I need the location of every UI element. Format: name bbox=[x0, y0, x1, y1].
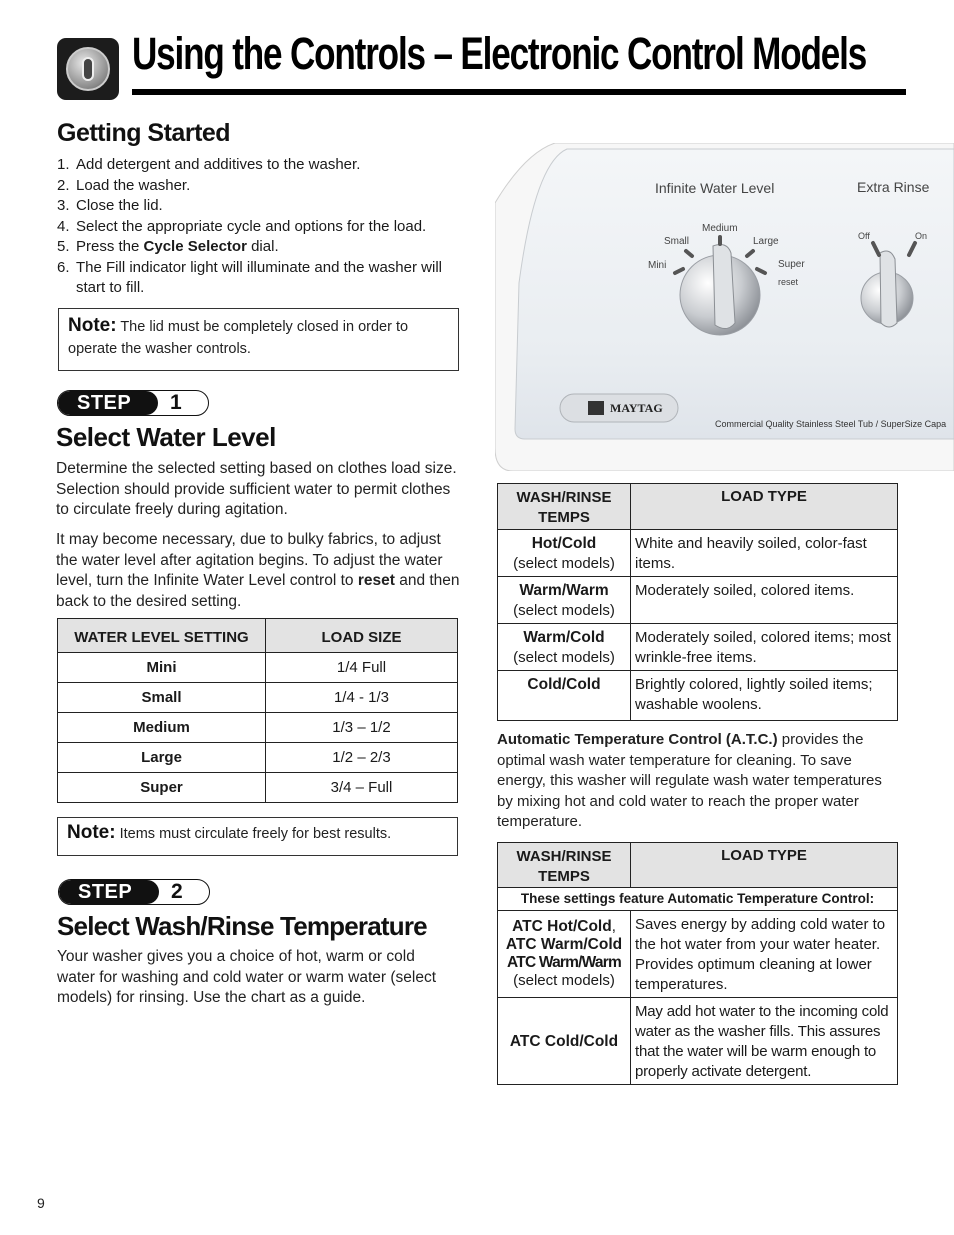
table-header: LOAD TYPE bbox=[631, 484, 898, 530]
dial-label-mini: Mini bbox=[648, 260, 667, 271]
getting-started-steps bbox=[57, 155, 467, 299]
list-item: 2. Load the washer. bbox=[57, 176, 191, 194]
lid-note: Note: The lid must be completely closed in order to operate the washer controls. bbox=[58, 308, 459, 371]
panel-tagline: Commercial Quality Stainless Steel Tub / SuperSize Capa bbox=[715, 419, 947, 429]
getting-started-heading: Getting Started bbox=[57, 119, 231, 147]
list-item: 6. The Fill indicator light will illuminate and the washer will start to fill. bbox=[57, 258, 442, 296]
water-level-table bbox=[57, 618, 458, 803]
rinse-label-off: Off bbox=[858, 231, 870, 241]
table-row: Warm/Warm (select models) Moderately soiled, colored items. bbox=[498, 577, 898, 624]
rinse-label-on: On bbox=[915, 231, 928, 241]
page-number: 9 bbox=[37, 1195, 45, 1211]
water-level-label: Infinite Water Level bbox=[655, 180, 775, 196]
table-row: ATC Hot/Cold, ATC Warm/Cold ATC Warm/Warm (select models) Saves energy by adding cold water to the hot water from your water heater. Provides optimum cleaning at lower temperatures. bbox=[498, 911, 898, 998]
water-level-paragraph-1: Determine the selected setting based on clothes load size. Selection should provide sufficient water to permit clothes to circulate freely during agitation. bbox=[56, 460, 457, 518]
atc-table bbox=[497, 842, 898, 1085]
list-item: 1. Add detergent and additives to the washer. bbox=[57, 156, 361, 173]
circulate-note: Note: Items must circulate freely for best results. bbox=[57, 817, 458, 856]
table-row: Super 3/4 – Full bbox=[58, 773, 458, 803]
list-item: 3. Close the lid. bbox=[57, 197, 163, 214]
table-subheader: These settings feature Automatic Temperature Control: bbox=[498, 888, 898, 911]
table-header: WASH/RINSE TEMPS bbox=[498, 484, 631, 530]
control-panel-illustration bbox=[495, 143, 954, 471]
step-2-badge: STEP 2 bbox=[58, 879, 210, 905]
washer-dial-icon bbox=[57, 38, 119, 100]
table-row: Medium 1/3 – 1/2 bbox=[58, 713, 458, 743]
table-row: Small 1/4 - 1/3 bbox=[58, 683, 458, 713]
dial-knob bbox=[82, 57, 94, 81]
table-row: Mini 1/4 Full bbox=[58, 653, 458, 683]
table-row: Cold/Cold Brightly colored, lightly soiled items; washable woolens. bbox=[498, 671, 898, 721]
step-1-badge: STEP 1 bbox=[57, 390, 209, 416]
table-header: WATER LEVEL SETTING bbox=[58, 619, 266, 653]
list-item: 5. Press the Cycle Selector dial. bbox=[57, 238, 279, 255]
water-level-paragraph-2: It may become necessary, due to bulky fabrics, to adjust the water level after agitation begins. To adjust the water level, turn the Infinite Water Level control to reset and then back to the desired setting. bbox=[56, 531, 460, 610]
table-header: WASH/RINSE TEMPS bbox=[498, 843, 631, 888]
brand-logo: MAYTAG bbox=[610, 401, 663, 415]
dial-label-medium: Medium bbox=[702, 223, 738, 234]
list-item: 4. Select the appropriate cycle and options for the load. bbox=[57, 217, 427, 235]
table-row: Warm/Cold (select models) Moderately soiled, colored items; most wrinkle-free items. bbox=[498, 624, 898, 671]
atc-paragraph: Automatic Temperature Control (A.T.C.) provides the optimal wash water temperature for cleaning. To save energy, this washer will regulate wash water temperatures by mixing hot and cold water to reach the proper water temperature. bbox=[497, 731, 882, 830]
title-rule bbox=[132, 89, 906, 95]
table-row: ATC Cold/Cold May add hot water to the incoming cold water as the washer fills. This assures that the water will be warm enough to properly activate detergent. bbox=[498, 998, 898, 1085]
temperature-table bbox=[497, 483, 898, 721]
dial-label-small: Small bbox=[664, 236, 690, 247]
select-water-level-heading: Select Water Level bbox=[56, 422, 276, 452]
temperature-paragraph: Your washer gives you a choice of hot, warm or cold water for washing and cold water or warm water (select models) for rinsing. Use the chart as a guide. bbox=[57, 948, 437, 1006]
table-header: LOAD SIZE bbox=[266, 619, 458, 653]
page-title: Using the Controls – Electronic Control Models bbox=[132, 28, 867, 79]
select-temperature-heading: Select Wash/Rinse Temperature bbox=[57, 911, 427, 941]
dial-label-large: Large bbox=[753, 236, 779, 247]
table-row: Large 1/2 – 2/3 bbox=[58, 743, 458, 773]
table-header: LOAD TYPE bbox=[631, 843, 898, 888]
dial-label-reset: reset bbox=[778, 277, 799, 287]
dial-label-super: Super bbox=[778, 259, 805, 270]
extra-rinse-label: Extra Rinse bbox=[857, 179, 930, 195]
table-row: Hot/Cold (select models) White and heavily soiled, color-fast items. bbox=[498, 530, 898, 577]
